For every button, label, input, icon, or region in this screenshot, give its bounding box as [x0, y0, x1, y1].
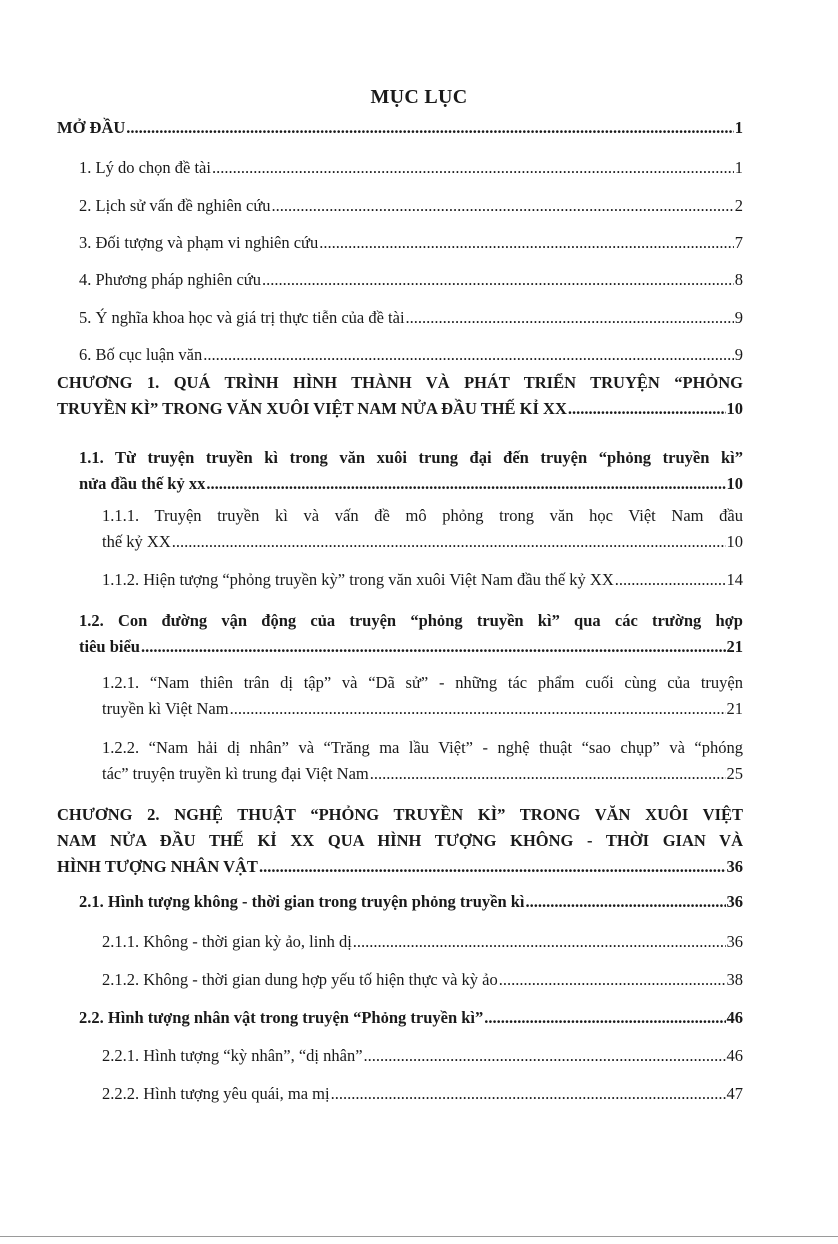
- toc-entry-title-line: truyền kì Việt Nam: [102, 699, 229, 718]
- toc-page-number: 9: [734, 308, 743, 327]
- leader-dots: [126, 118, 733, 138]
- toc-page-number: 1: [734, 118, 743, 137]
- leader-dots: [331, 1084, 726, 1104]
- toc-entry: [57, 445, 743, 497]
- toc-page-number: 25: [726, 764, 743, 783]
- toc-page-number: 21: [726, 699, 743, 718]
- leader-dots: [568, 396, 726, 422]
- toc-entry-title: 2.2.1. Hình tượng “kỳ nhân”, “dị nhân”: [102, 1046, 363, 1065]
- toc-page-number: 10: [726, 474, 743, 493]
- toc-page-number: 8: [734, 270, 743, 289]
- toc-entry-title: 5. Ý nghĩa khoa học và giá trị thực tiễn của đề tài: [79, 308, 405, 327]
- leader-dots: [230, 696, 726, 722]
- toc-entry-title: 2.2. Hình tượng nhân vật trong truyện “Phỏng truyền kì”: [79, 1008, 484, 1027]
- leader-dots: [141, 634, 726, 660]
- toc-entry-title-line: 1.2.2. “Nam hải dị nhân” và “Trăng ma lầu Việt” - nghệ thuật “sao chụp” và “phóng: [102, 738, 743, 757]
- toc-entry: [57, 158, 743, 178]
- leader-dots: [499, 970, 726, 990]
- toc-entry-title-line: CHƯƠNG 1. QUÁ TRÌNH HÌNH THÀNH VÀ PHÁT TRIỂN TRUYỆN “PHỎNG: [57, 373, 743, 392]
- toc-entry: [57, 932, 743, 952]
- toc-page-number: 38: [726, 970, 743, 989]
- page-bottom-edge: [0, 1236, 838, 1237]
- toc-entry-title: 1. Lý do chọn đề tài: [79, 158, 211, 177]
- toc-entry-title: 2. Lịch sử vấn đề nghiên cứu: [79, 196, 271, 215]
- toc-page-number: 46: [726, 1046, 743, 1065]
- toc-entry-title-line: 1.1.1. Truyện truyền kì và vấn đề mô phỏng trong văn học Việt Nam đầu: [102, 506, 743, 525]
- toc-page-number: 36: [726, 932, 743, 951]
- toc-entry: [57, 503, 743, 555]
- toc-entry: [57, 802, 743, 880]
- toc-page-number: 36: [726, 857, 743, 876]
- toc-entry: [57, 196, 743, 216]
- toc-page-number: 7: [734, 233, 743, 252]
- toc-entry-title-line: HÌNH TƯỢNG NHÂN VẬT: [57, 857, 258, 876]
- toc-entry-title-line: TRUYỀN KÌ” TRONG VĂN XUÔI VIỆT NAM NỬA ĐẦU THẾ KỈ XX: [57, 399, 567, 418]
- toc-entry: [57, 1084, 743, 1104]
- toc-page-number: 36: [726, 892, 743, 911]
- toc-entry: [57, 270, 743, 290]
- toc-entry-title-line: 1.1. Từ truyện truyền kì trong văn xuôi trung đại đến truyện “phỏng truyền kì”: [79, 448, 743, 467]
- toc-entry-title: 1.1.2. Hiện tượng “phỏng truyền kỳ” trong văn xuôi Việt Nam đầu thế kỷ XX: [102, 570, 614, 589]
- toc-entry-title-line: nửa đầu thế kỷ xx: [79, 474, 206, 493]
- toc-entry-title-line: NAM NỬA ĐẦU THẾ KỈ XX QUA HÌNH TƯỢNG KHÔNG - THỜI GIAN VÀ: [57, 831, 743, 850]
- toc-entry-title-line: thế kỷ XX: [102, 532, 171, 551]
- toc-entry-title-line: 1.2. Con đường vận động của truyện “phỏng truyền kì” qua các trường hợp: [79, 611, 743, 630]
- leader-dots: [319, 233, 734, 253]
- toc-entry-title: 2.2.2. Hình tượng yêu quái, ma mị: [102, 1084, 330, 1103]
- toc-entry: [57, 670, 743, 722]
- toc-entry-title-line: 1.2.1. “Nam thiên trân dị tập” và “Dã sử” - những tác phẩm cuối cùng của truyện: [102, 673, 743, 692]
- toc-entry-title: 3. Đối tượng và phạm vi nghiên cứu: [79, 233, 319, 252]
- leader-dots: [484, 1008, 725, 1028]
- toc-page-number: 10: [726, 399, 743, 418]
- leader-dots: [212, 158, 734, 178]
- toc-page-number: 2: [734, 196, 743, 215]
- leader-dots: [406, 308, 734, 328]
- toc-entry-title: 2.1.1. Không - thời gian kỳ ảo, linh dị: [102, 932, 352, 951]
- toc-entry: [57, 233, 743, 253]
- toc-entry: [57, 970, 743, 990]
- leader-dots: [526, 892, 726, 912]
- toc-entry: [57, 345, 743, 365]
- toc-entry-title-line: tác” truyện truyền kì trung đại Việt Nam: [102, 764, 369, 783]
- toc-page-number: 9: [734, 345, 743, 364]
- toc-page-number: 21: [726, 637, 743, 656]
- toc-entry-title-line: CHƯƠNG 2. NGHỆ THUẬT “PHỎNG TRUYỀN KÌ” TRONG VĂN XUÔI VIỆT: [57, 805, 743, 824]
- toc-entry: [57, 1008, 743, 1028]
- toc-entry: [57, 308, 743, 328]
- leader-dots: [615, 570, 726, 590]
- toc-entry: [57, 1046, 743, 1066]
- toc-page-number: 14: [726, 570, 743, 589]
- toc-entry: [57, 735, 743, 787]
- leader-dots: [259, 854, 726, 880]
- toc-entry-title: 2.1.2. Không - thời gian dung hợp yếu tố hiện thực và kỳ ảo: [102, 970, 498, 989]
- toc-entry-title: MỞ ĐẦU: [57, 118, 126, 137]
- toc-entry: [57, 118, 743, 138]
- leader-dots: [203, 345, 733, 365]
- toc-entry-title: 6. Bố cục luận văn: [79, 345, 203, 364]
- toc-entry: [57, 608, 743, 660]
- leader-dots: [353, 932, 726, 952]
- leader-dots: [206, 471, 725, 497]
- toc-entry-title-line: tiêu biểu: [79, 637, 140, 656]
- toc-entry: [57, 570, 743, 590]
- toc-entry: [57, 370, 743, 422]
- toc-page-number: 47: [726, 1084, 743, 1103]
- toc-entry-title: 2.1. Hình tượng không - thời gian trong truyện phỏng truyền kì: [79, 892, 525, 911]
- leader-dots: [262, 270, 734, 290]
- toc-page-number: 46: [726, 1008, 743, 1027]
- leader-dots: [370, 761, 726, 787]
- toc-entry: [57, 892, 743, 912]
- toc-page-number: 10: [726, 532, 743, 551]
- leader-dots: [272, 196, 734, 216]
- leader-dots: [364, 1046, 726, 1066]
- leader-dots: [172, 529, 726, 555]
- toc-entry-title: 4. Phương pháp nghiên cứu: [79, 270, 261, 289]
- toc-title: MỤC LỤC: [370, 86, 468, 108]
- toc-page-number: 1: [734, 158, 743, 177]
